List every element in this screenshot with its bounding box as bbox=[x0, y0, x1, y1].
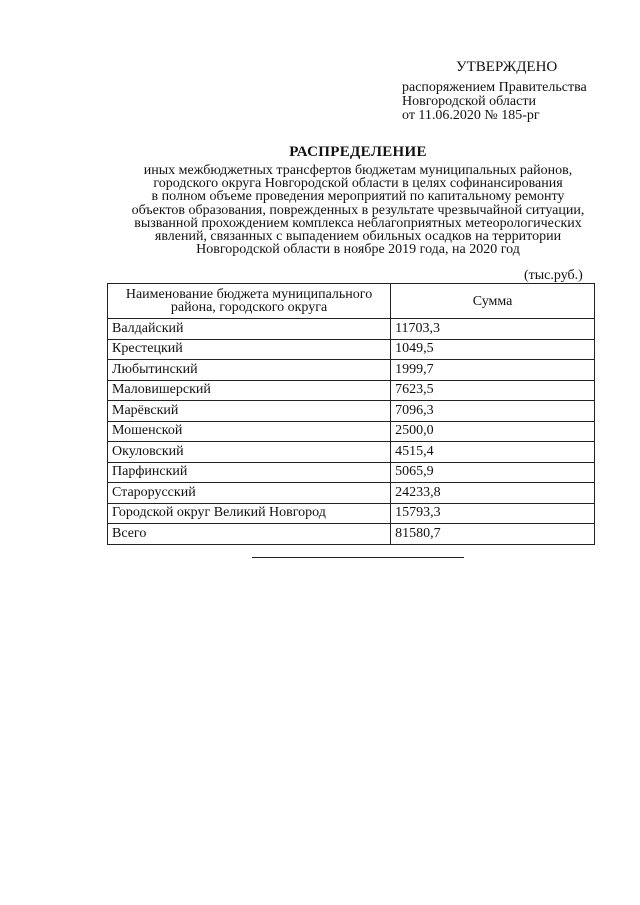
row-name: Старорусский bbox=[108, 483, 391, 504]
table-row bbox=[108, 462, 595, 483]
table-header-row bbox=[108, 284, 595, 319]
table-row bbox=[108, 483, 595, 504]
row-name: Мошенской bbox=[108, 421, 391, 442]
total-sum: 81580,7 bbox=[391, 524, 595, 545]
row-sum: 1999,7 bbox=[391, 360, 595, 381]
row-name: Городской округ Великий Новгород bbox=[108, 503, 391, 524]
row-sum: 7096,3 bbox=[391, 401, 595, 422]
table-row bbox=[108, 503, 595, 524]
row-sum: 1049,5 bbox=[391, 339, 595, 360]
row-sum: 24233,8 bbox=[391, 483, 595, 504]
closing-divider bbox=[252, 557, 464, 558]
row-sum: 15793,3 bbox=[391, 503, 595, 524]
subtitle-line: в полном объеме проведения мероприятий по капитальному ремонту bbox=[151, 189, 565, 205]
row-sum: 4515,4 bbox=[391, 442, 595, 463]
subtitle-line: Новгородской области в ноябре 2019 года, на 2020 год bbox=[196, 242, 520, 258]
row-name: Марёвский bbox=[108, 401, 391, 422]
table-total-row bbox=[108, 524, 595, 545]
distribution-table bbox=[107, 283, 595, 545]
subtitle-line: городского округа Новгородской области в целях софинансирования bbox=[153, 176, 563, 192]
approval-line: распоряжением Правительства bbox=[402, 80, 587, 95]
approval-stamp bbox=[402, 60, 632, 123]
header-budget-name: Наименование бюджета муниципального района, городского округа bbox=[108, 284, 391, 319]
row-sum: 11703,3 bbox=[391, 319, 595, 340]
total-label: Всего bbox=[108, 524, 391, 545]
row-sum: 7623,5 bbox=[391, 380, 595, 401]
table-row bbox=[108, 421, 595, 442]
approval-line: Новгородской области bbox=[402, 94, 536, 109]
table-row bbox=[108, 319, 595, 340]
row-sum: 5065,9 bbox=[391, 462, 595, 483]
header-sum: Сумма bbox=[391, 284, 595, 319]
table-row bbox=[108, 339, 595, 360]
table-row bbox=[108, 360, 595, 381]
row-name: Валдайский bbox=[108, 319, 391, 340]
row-name: Окуловский bbox=[108, 442, 391, 463]
row-name: Любытинский bbox=[108, 360, 391, 381]
units-label: (тыс.руб.) bbox=[524, 268, 583, 283]
subtitle-line: вызванной прохождением комплекса неблагоприятных метеорологических bbox=[134, 215, 582, 231]
subtitle-line: иных межбюджетных трансфертов бюджетам муниципальных районов, bbox=[143, 163, 573, 178]
table-row bbox=[108, 401, 595, 422]
table-row bbox=[108, 380, 595, 401]
row-name: Парфинский bbox=[108, 462, 391, 483]
row-name: Крестецкий bbox=[108, 339, 391, 360]
row-sum: 2500,0 bbox=[391, 421, 595, 442]
approval-line: от 11.06.2020 № 185-рг bbox=[402, 108, 540, 123]
subtitle-line: явлений, связанных с выпадением обильных осадков на территории bbox=[154, 229, 562, 245]
row-name: Маловишерский bbox=[108, 380, 391, 401]
table-row bbox=[108, 442, 595, 463]
subtitle-line: объектов образования, поврежденных в результате чрезвычайной ситуации, bbox=[131, 202, 585, 218]
document-subtitle bbox=[100, 164, 616, 256]
approved-label: УТВЕРЖДЕНО bbox=[456, 59, 558, 75]
document-title: РАСПРЕДЕЛЕНИЕ bbox=[289, 144, 427, 160]
